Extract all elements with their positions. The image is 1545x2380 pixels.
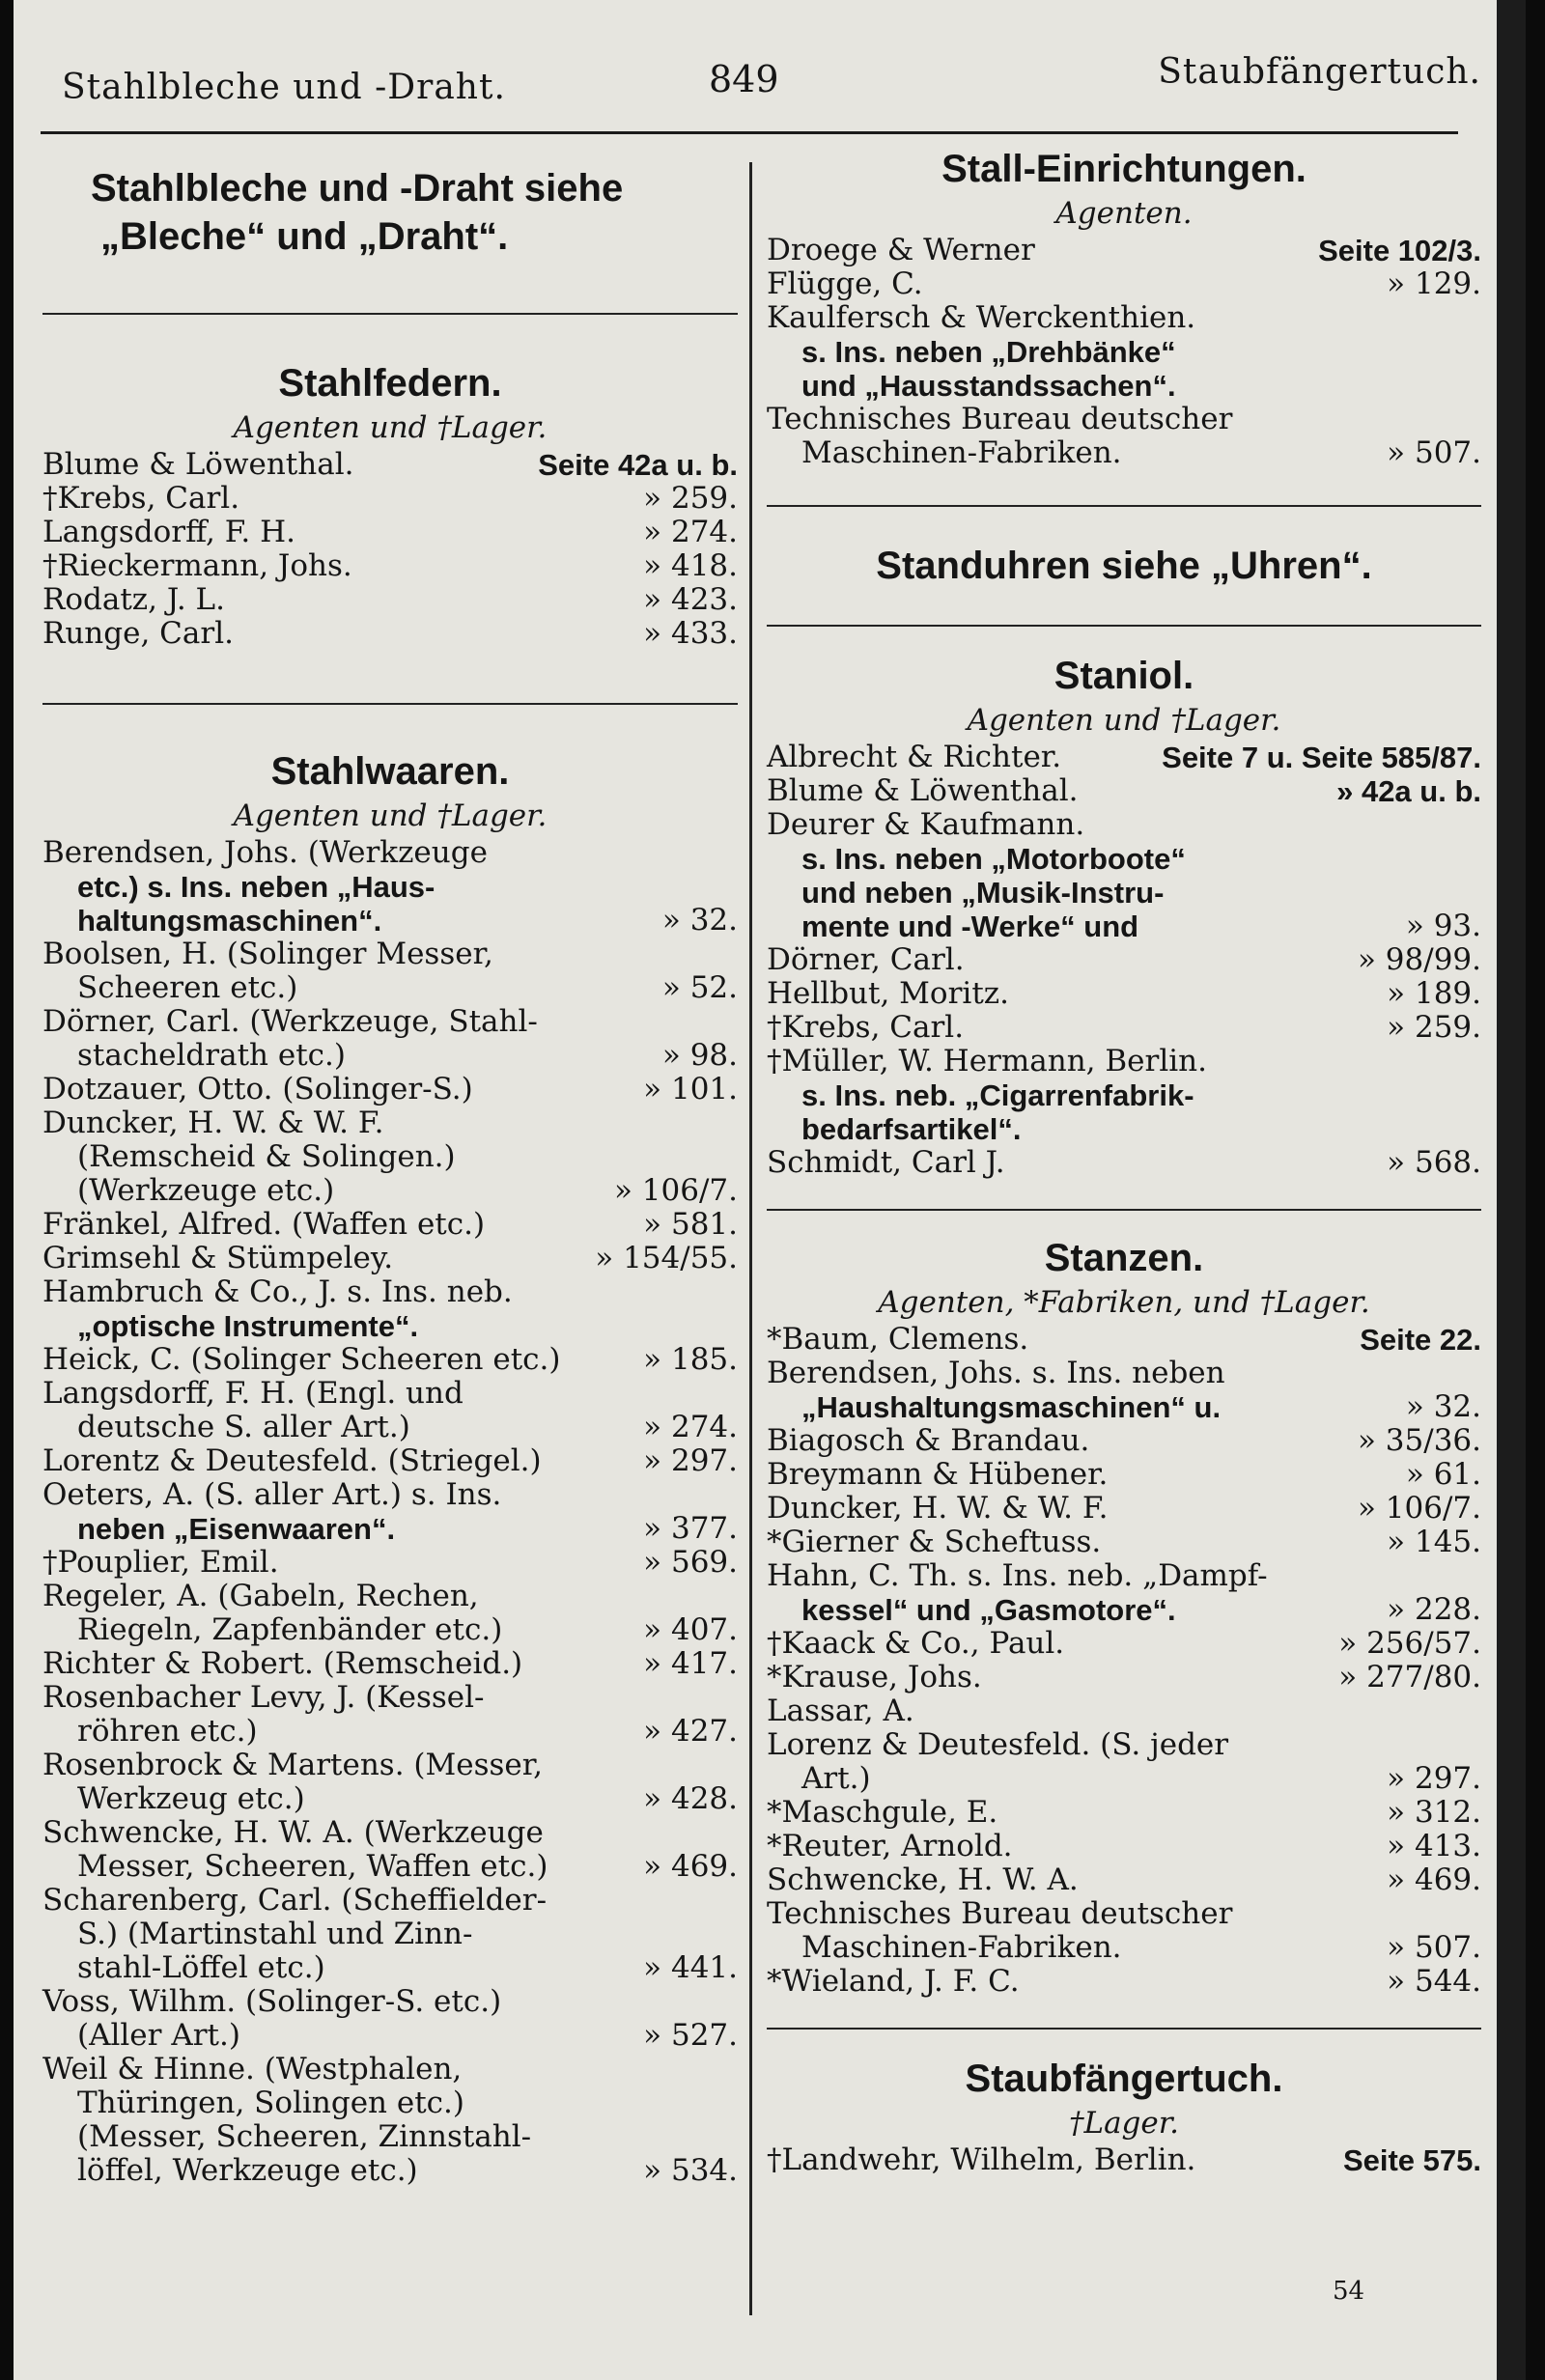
list-item: Albrecht & Richter. Seite 7 u. Seite 585/87.	[767, 740, 1481, 774]
list-item: Schwencke, H. W. A. » 469.	[767, 1862, 1481, 1897]
stall-list	[767, 234, 1481, 470]
list-item: Fränkel, Alfred. (Waffen etc.) » 581.	[42, 1207, 738, 1242]
running-header	[42, 41, 1481, 108]
list-item: Blume & Löwenthal. Seite 42a u. b.	[42, 447, 738, 482]
column-divider	[749, 162, 752, 2315]
list-item: Kaulfersch & Werckenthien. s. Ins. neben „Drehbänke“ und „Hausstandssachen“.	[767, 300, 1196, 403]
section-subtitle: Agenten, *Fabriken, und †Lager.	[878, 1285, 1370, 1320]
section-title-staubfaengertuch: Staubfängertuch.	[965, 2058, 1283, 2100]
see-also-heading-uhren: Standuhren siehe „Uhren“.	[876, 545, 1372, 587]
list-item: Duncker, H. W. & W. F. (Remscheid & Solingen.) (Werkzeuge etc.) » 106/7.	[42, 1106, 738, 1208]
header-right: Staubfängertuch.	[1158, 52, 1481, 92]
section-subtitle: Agenten und †Lager.	[233, 798, 548, 833]
list-item: Breymann & Hübener. » 61.	[767, 1457, 1481, 1492]
list-item: Dörner, Carl. » 98/99.	[767, 942, 1481, 977]
left-column	[42, 145, 738, 2188]
section-subtitle: Agenten und †Lager.	[233, 410, 548, 445]
header-rule	[41, 131, 1458, 134]
list-item: †Krebs, Carl. » 259.	[42, 481, 738, 516]
list-item: Hambruch & Co., J. s. Ins. neb. „optische Instrumente“.	[42, 1274, 513, 1343]
see-also-heading-1: Stahlbleche und -Draht siehe	[91, 167, 624, 210]
staubfaengertuch-list	[767, 2143, 1481, 2177]
list-item: Rodatz, J. L. » 423.	[42, 582, 738, 617]
list-item: Hellbut, Moritz. » 189.	[767, 976, 1481, 1011]
list-item: Voss, Wilhm. (Solinger-S. etc.) (Aller Art.) » 527.	[42, 1984, 738, 2053]
section-subtitle: Agenten und †Lager.	[967, 703, 1281, 738]
staniol-list	[767, 741, 1481, 1180]
signature-mark: 54	[1333, 2277, 1365, 2306]
list-item: Lassar, A.	[767, 1694, 914, 1728]
list-item: *Wieland, J. F. C. » 544.	[767, 1964, 1481, 1999]
see-also-heading-2: „Bleche“ und „Draht“.	[100, 215, 509, 258]
section-title-stahlwaaren: Stahlwaaren.	[270, 750, 510, 793]
list-item: Langsdorff, F. H. (Engl. und deutsche S. aller Art.) » 274.	[42, 1376, 738, 1444]
page-edge	[1497, 0, 1526, 2380]
section-title-stall: Stall-Einrichtungen.	[941, 148, 1306, 190]
list-item: Hahn, C. Th. s. Ins. neb. „Dampf- kessel“ und „Gasmotore“. » 228.	[767, 1558, 1481, 1627]
list-item: Dörner, Carl. (Werkzeuge, Stahl- stacheldrath etc.) » 98.	[42, 1004, 738, 1073]
list-item: Rosenbacher Levy, J. (Kessel- röhren etc.) » 427.	[42, 1680, 738, 1749]
page-number: 849	[709, 58, 779, 100]
list-item: Rosenbrock & Martens. (Messer, Werkzeug etc.) » 428.	[42, 1748, 738, 1816]
list-item: Lorentz & Deutesfeld. (Striegel.) » 297.	[42, 1443, 738, 1478]
list-item: Heick, C. (Solinger Scheeren etc.) » 185.	[42, 1342, 738, 1377]
header-left: Stahlbleche und -Draht.	[62, 68, 506, 107]
list-item: Deurer & Kaufmann. s. Ins. neben „Motorboote“ und neben „Musik-Instru- mente und -Werke“ und » 93.	[767, 807, 1481, 943]
list-item: Dotzauer, Otto. (Solinger-S.) » 101.	[42, 1072, 738, 1106]
list-item: †Pouplier, Emil. » 569.	[42, 1545, 738, 1580]
list-item: Weil & Hinne. (Westphalen, Thüringen, Solingen etc.) (Messer, Scheeren, Zinnstahl- löffel, Werkzeuge etc.) » 534.	[42, 2052, 738, 2188]
list-item: Flügge, C. » 129.	[767, 266, 1481, 301]
list-item: *Baum, Clemens. Seite 22.	[767, 1322, 1481, 1357]
list-item: Droege & Werner Seite 102/3.	[767, 233, 1481, 267]
section-title-staniol: Staniol.	[1053, 655, 1194, 697]
list-item: Oeters, A. (S. aller Art.) s. Ins. neben „Eisenwaaren“. » 377.	[42, 1477, 738, 1546]
section-subtitle: †Lager.	[1068, 2106, 1180, 2141]
list-item: Lorenz & Deutesfeld. (S. jeder Art.) » 297.	[767, 1727, 1481, 1796]
list-item: Schwencke, H. W. A. (Werkzeuge Messer, Scheeren, Waffen etc.) » 469.	[42, 1815, 738, 1884]
list-item: Technisches Bureau deutscher Maschinen-Fabriken. » 507.	[767, 1896, 1481, 1965]
list-item: †Landwehr, Wilhelm, Berlin. Seite 575.	[767, 2142, 1481, 2177]
list-item: Biagosch & Brandau. » 35/36.	[767, 1423, 1481, 1458]
section-title-stahlfedern: Stahlfedern.	[278, 362, 502, 405]
list-item: Duncker, H. W. & W. F. » 106/7.	[767, 1491, 1481, 1526]
list-item: Richter & Robert. (Remscheid.) » 417.	[42, 1646, 738, 1681]
list-item: Technisches Bureau deutscher Maschinen-Fabriken. » 507.	[767, 402, 1481, 470]
list-item: Berendsen, Johs. s. Ins. neben „Haushaltungsmaschinen“ u. » 32.	[767, 1356, 1481, 1424]
stahlwaaren-list	[42, 836, 738, 2188]
list-item: *Krause, Johs. » 277/80.	[767, 1660, 1481, 1694]
section-title-stanzen: Stanzen.	[1044, 1237, 1204, 1279]
list-item: †Krebs, Carl. » 259.	[767, 1010, 1481, 1045]
section-subtitle: Agenten.	[1055, 196, 1193, 231]
list-item: Berendsen, Johs. (Werkzeuge etc.) s. Ins. neben „Haus- haltungsmaschinen“. » 32.	[42, 835, 738, 938]
list-item: Blume & Löwenthal. » 42a u. b.	[767, 773, 1481, 808]
list-item: *Maschgule, E. » 312.	[767, 1795, 1481, 1830]
stahlfedern-list	[42, 448, 738, 651]
list-item: †Kaack & Co., Paul. » 256/57.	[767, 1626, 1481, 1661]
stanzen-list	[767, 1323, 1481, 1999]
list-item: Scharenberg, Carl. (Scheffielder- S.) (Martinstahl und Zinn- stahl-Löffel etc.) » 441.	[42, 1883, 738, 1985]
list-item: Runge, Carl. » 433.	[42, 616, 738, 651]
list-item: Langsdorff, F. H. » 274.	[42, 515, 738, 549]
list-item: *Reuter, Arnold. » 413.	[767, 1829, 1481, 1863]
list-item: †Müller, W. Hermann, Berlin. s. Ins. neb. „Cigarrenfabrik- bedarfsartikel“.	[767, 1044, 1207, 1146]
right-column	[767, 145, 1481, 2177]
directory-page	[14, 0, 1526, 2380]
list-item: Schmidt, Carl J. » 568.	[767, 1145, 1481, 1180]
list-item: Regeler, A. (Gabeln, Rechen, Riegeln, Zapfenbänder etc.) » 407.	[42, 1579, 738, 1647]
list-item: †Rieckermann, Johs. » 418.	[42, 548, 738, 583]
list-item: Grimsehl & Stümpeley. » 154/55.	[42, 1241, 738, 1275]
list-item: Boolsen, H. (Solinger Messer, Scheeren etc.) » 52.	[42, 937, 738, 1005]
list-item: *Gierner & Scheftuss. » 145.	[767, 1525, 1481, 1559]
